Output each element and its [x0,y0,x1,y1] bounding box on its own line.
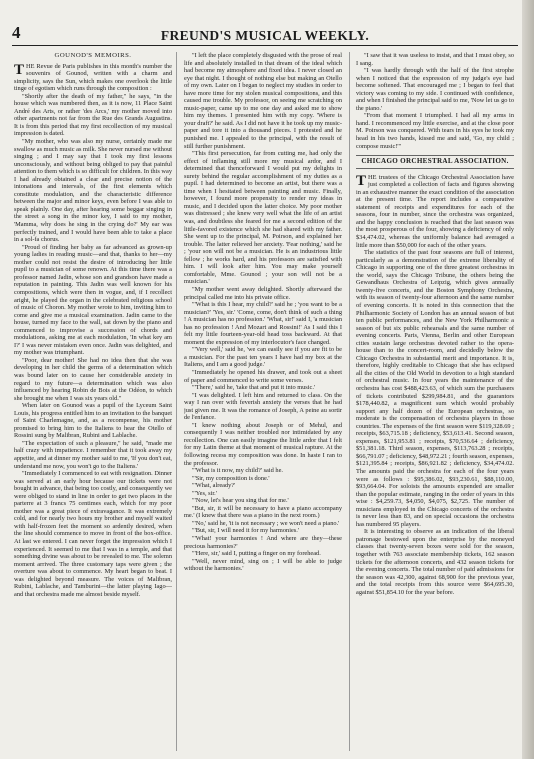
paragraph: It is interesting to observe as an indication of the liberal patronage bestowed upon the enterprise by the moneyed classes that twenty-seven boxes were sold for the season, together with 763 associate membership tickets, 162 season tickets for the afternoon concerts, and 432 season tickets for the evening concerts. The total number of paid admissions for the season was 42,300, against 68,900 for the previous year, and the total receipts from this source were $64,695.30, against $51,854.10 for the year before. [356,528,514,596]
paragraph: "Shortly after the death of my father," he says, "in the house which was numbered then, as it is now, 11 Place Saint André des Arts, or rather 'des Arcs,' my mother moved into other apartments not far from the Rue des Grands Augustins. It is from this period that my first recollection of my musical impression is dated. [14,92,172,138]
paragraph: THE Revue de Paris publishes in this month's number the souvenirs of Gounod, written with a charm and simplicity, says the Sun, which makes one overlook the little tinge of egotism which runs through the composition : [14,61,172,93]
paragraph: "'Very well,' said he, 'we can easily see if you are fit to be a musician. For the past ten years I have had my box at the Italiens, and I am a good judge.' [184,346,342,369]
paragraph: When later on Gounod was a pupil of the Lyceum Saint Louis, his progress entitled him to an invitation to the banquet of Saint Charlemagne, and, as a recompense, his mother promised to bring him to the Italiens to hear the Otello of Rossini sung by Malibran, Rubini and Lablache. [14,402,172,440]
paragraph: "'What is this I hear, my child?' said he ; 'you want to be a musician?' 'Yes, sir.' 'Come, come, don't think of such a thing ! A musician has no profession.' 'What, sir!' said I, 'a musician has no profession ! And Mozart and Rossini!' As I said this I felt my little fourteen-year-old head toss backward. At that moment the expression of my interlocutor's face changed. [184,301,342,346]
paragraph: "Proud of finding her baby as far advanced as grown-up young ladies in reading music—and that, thanks to her—my mother could not resist the desire of introducing her little pupil to a musician of some renown. At this time there was a professor named Jadin, whose son and grandson have made a reputation in painting. This Jadin was well known for his compositions, which were then in vogue, and, if I recollect aright, he played the organ in the celebrated religious school of music of Choron. My mother wrote to him, inviting him to come and give me a musical examination. Jadin came to the house, turned my face to the wall, sat down by the piano and commenced to improvise a succession of chords and modulations, asking me at each modulation, 'In what key am I?' I was never mistaken even once. Jadin was delighted, and my mother was triumphant. [14,243,172,357]
drop-cap: T [14,61,25,78]
column-rule [176,52,177,751]
paragraph: "'Yes, sir.' [192,489,217,497]
paragraph: "Poor, dear mother! She had no idea then that she was developing in her child the germs of a determination which was bound later on to cause her considerable anxiety in regard to my future—a determination which was also influenced by hearing Robin de Bois at the Odéon, to which she brought me when I was six years old." [14,356,172,402]
column-3 [356,52,514,752]
paragraph: "'Well, never mind, sing on ; I will be able to judge without the harmonies.' [184,557,342,573]
masthead: FREUND'S MUSICAL WEEKLY. [160,28,370,43]
paragraph: "'What, already?' [192,482,236,490]
paragraph: "My mother went away delighted. Shortly afterward the principal called me into his private office. [184,285,342,301]
paragraph: "I knew nothing about Joseph or of Mehul, and consequently I was neither troubled nor intimidated by any recollection. One can easily imagine the little ardor that I felt for my Latin theme at that moment of musical rapture. At the following recess my composition was done. In haste I ran to the professor. [184,421,342,467]
paragraph: "The expectation of such a pleasure," he said, "made me half crazy with impatience. I remember that it took away my appetite, and at dinner my mother said to me, 'If you don't eat, understand me now, you won't go to the Italiens.' [14,439,172,470]
page-number: 4 [12,23,21,42]
paragraph: "I left the place completely disgusted with the prose of real life and absolutely installed in that dream of the ideal which had become my atmosphere and fixed idea. I never closed an eye that night. I thought of nothing else but making an Otello of my own. Later on I began to neglect my studies in order to have more time for my stolen musical compositions, and this caused me trouble. My professor, on seeing me scratching on music-paper, came up to me one day and asked me to show him my themes. I presented him with my copy. 'Where is your draft?' he said. As I did not have it he took up my music-paper and tore it into a thousand pieces. I protested and he punished me. I appealed to the principal, with the result of still further punishment. [184,52,342,150]
paragraph: "'But, sir, I will need it for my harmonies.' [192,527,299,535]
paragraph: "But, sir, it will be necessary to have a piano accompany me.' (I knew that there was a piano in the next room.) [184,504,342,520]
paragraph: "'Sir, my composition is done.' [192,474,270,482]
drop-cap: T [356,172,367,189]
article-heading: GOUNOD'S MEMOIRS. [54,52,132,59]
page-edge [522,0,534,759]
column-rule [349,52,350,751]
paragraph: "I was delighted. I left him and returned to class. On the way I ran over with feverish anxiety the verses that he had just given me. It was the romance of Joseph, A peine au sortir de l'enfance. [184,391,342,422]
paragraph: "My mother, who was also my nurse, certainly made me swallow as much music as milk. She never nursed me without singing ; and I may say that I took my first lessons unconsciously, and without being obliged to pay that painful attention to them which is so difficult for children. In this way I had already obtained a clear and precise notion of the intonations and intervals, of the first elements which constitute modulation, and the characteristic difference between the major and minor keys, even before I was able to speak plainly. One day, after hearing some beggar singing in the street a song in the minor key, I said to my mother, 'Mamma, why does he sing in the crying do?' My ear was perfectly trained, and I would have been able to take a place in a sol-fa chorus. [14,138,172,244]
column-2 [184,52,342,752]
paragraph: "I was hardly through with the half of the first strophe when I noticed that the expression of my judge's eye had become softened. That encouraged me ; I began to feel that victory was coming to my side. I continued with confidence, and when I finished the principal said to me, 'Now let us go to the piano.' [356,67,514,112]
paragraph: "'No,' said he, 'it is not necessary ; we won't need a piano.' [192,519,340,527]
paragraph: The statistics of the past four seasons are full of interest, particularly as a demonstration of the extreme liberality of Chicago in supporting one of the three greatest orchestras in the world, says the Chicago Tribune, the others being the Gewandhaus Orchestra of Leipzig, which gives annually twenty-five concerts, and the Boston Symphony Orchestra, with its season of twenty-four afternoon and the same number of evening concerts. It is noted in this connection that the Philharmonic Society of London has an annual season of but ten public performances, and the New York Philharmonic a season of but six public rehearsals and the same number of evening concerts. Paris, Vienna, Berlin and other European cities sustain large orchestras devoted rather to the opera-house than to the concert-room, and decidedly below the Chicago Orchestra in substantial merit and importance. It is, therefore, highly creditable to Chicago that she has eclipsed all the cities of the Old World in devotion to a high standard of orchestral music. In four years the maintenance of the orchestra has cost $488,423.63, of which sum the purchasers of tickets contributed $299,984.81, and the guarantors $178,440.82, a magnificent sum which would probably support any half dozen of the European orchestras, so moderate is the compensation of orchestra players in those countries. The expenses of the first season were $119,328.69 ; receipts, $63,715.18 ; deficiency, $53,613.41. Second season, expenses, $121,953.81 ; receipts, $70,536.64 ; deficiency, $51,381.18. Third season, expenses, $113,763.28 ; receipts, $66,791.07 ; deficiency, $48,972.21 ; fourth season, expenses, $121,395.84 ; receipts, $86,921.82 ; deficiency, $34,474.02. The amounts paid the orchestra for each of the four years were as follows : $95,386.02, $93,230.61, $88,110.00, $93,664.04. For soloists the amounts expended are smaller than the popular estimate, ranging in the order of years in this wise : $4,259.73, $4,050, $4,075, $2,725. The number of musicians employed in the Chicago concerts of the orchestra is never less than 83, and on special occasions the orchestra has numbered 95 players. [356,249,514,528]
paragraph: "'What is it now, my child?' said he. [192,467,283,475]
paragraph: "'Now, let's hear you sing that for me.' [192,497,289,505]
paragraph: "From that moment I triumphed. I had all my arms in hand. I recommenced my little exercise, and at the close poor M. Poirson was conquered. With tears in his eyes he took my head in his two hands, kissed me and said, 'Go, my child ; compose music!'" [356,112,514,150]
paragraph: "'There,' said he, 'take that and put it into music.' [192,384,316,392]
paragraph: THE trustees of the Chicago Orchestral Association have just completed a collection of facts and figures showing in an exhaustive manner the exact condition of the association at the present time. The report includes a comparative statement of receipts and expenditures for each of the seasons, four in number, since the orchestra was organized, and the happy conclusion is reached that the last season was the most prosperous of the four, showing a deficiency of only $34,474.02, whereas the uniformly balance had averaged a little more than $50,000 for each of the other years. [356,172,514,249]
column-1 [14,52,172,752]
paragraph: "Immediately I commenced to eat with resignation. Dinner was served at an early hour because our tickets were not bought in advance, that being too costly, and consequently we were obliged to stand in line in order to get two places in the parterre at 3 francs 75 centimes each, which for my poor mother was a great piece of extravagance. It was extremely cold, and for nearly two hours my brother and myself waited with half-frozen feet the moment so ardently desired, when the line should commence to move in front of the box-office. At last we entered. I can never forget the impression which I experienced. It seemed to me that I was in a temple, and that something divine was about to be revealed to me. The solemn moment arrived. The three customary taps were given ; the overture was about to commence. My heart began to beat. I was delighted beyond measure. The voices of Malibran, Rubini, Lablache, and Tamburini—the latter playing Iago—and that orchestra made me almost beside myself. [14,470,172,598]
article-heading: CHICAGO ORCHESTRAL ASSOCIATION. [356,155,514,169]
paragraph: "'What! your harmonies ! And where are they—these precious harmonies?' [184,535,342,550]
paragraph: "I saw that it was useless to insist, and that I must obey, so I sang. [356,52,514,67]
paragraph: "'Here, sir,' said I, putting a finger on my forehead. [192,550,321,558]
paragraph: "This first persecution, far from cutting me, had only the effect of inflaming still more my musical ardor, and I determined that thenceforward I would put my delights in surety behind the regular accomplishment of my duties as a pupil. I had determined to become an artist, but there was a time when I hesitated between painting and music. Finally, however, I found more propensity to render my ideas in music, and I decided upon the latter choice. My poor mother was distressed ; she knew very well what the life of an artist was, and doubtless she feared for me a second edition of the little-favored existence which she had shared with my father. She went up to the principal, M. Poirson, and explained her trouble. The latter relieved her anxiety. 'Fear nothing,' said he ; 'your son will not be a musician. He is an industrious little fellow ; he works hard, and his professors are satisfied with him. I will look after him. You may make yourself comfortable, Mme. Gounod ; your son will not be a musician.' [184,150,342,286]
paragraph: "Immediately he opened his drawer, and took out a sheet of paper and commenced to write some verses. [184,368,342,384]
page-header [12,23,518,46]
